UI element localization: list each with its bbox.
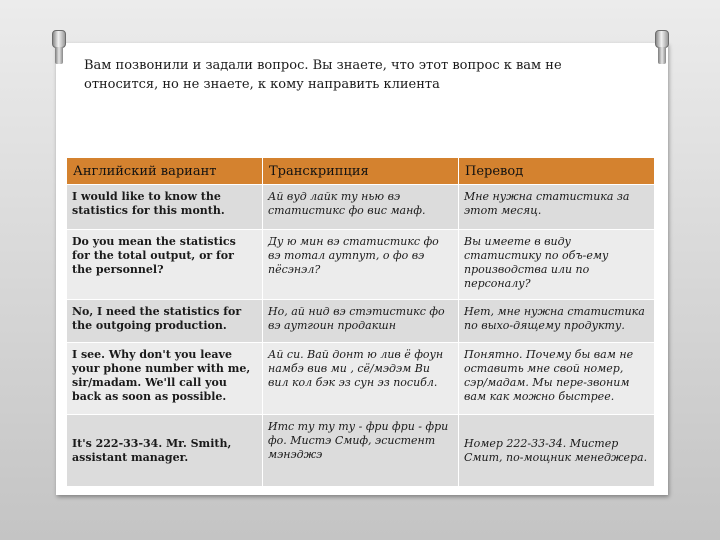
pushpin-right-icon — [655, 30, 669, 64]
table-row — [67, 230, 655, 300]
cell-transcription: Ду ю мин вэ статистикс фо вэ тотал аутпут, о фо вэ пёсэнэл? — [263, 230, 459, 300]
title-line-1: Вам позвонили и задали вопрос. Вы знаете, что этот вопрос к вам не — [84, 58, 562, 73]
table-header-row — [67, 158, 655, 185]
cell-english: It's 222-33-34. Mr. Smith, assistant manager. — [67, 415, 263, 487]
pushpin-left-icon — [52, 30, 66, 64]
cell-translation: Нет, мне нужна статистика по выхо-дящему продукту. — [459, 300, 655, 343]
cell-transcription: Ай си. Вай донт ю лив ё фоун намбэ вив ми , сё/мэдэм Ви вил кол бэк эз сун эз посибл. — [263, 343, 459, 415]
cell-translation: Вы имеете в виду статистику по объ-ему производства или по персоналу? — [459, 230, 655, 300]
page-title — [84, 56, 644, 94]
header-transcription: Транскрипция — [263, 158, 459, 185]
table-row — [67, 185, 655, 230]
cell-translation: Понятно. Почему бы вам не оставить мне свой номер, сэр/мадам. Мы пере-звоним вам как можно быстрее. — [459, 343, 655, 415]
cell-english: No, I need the statistics for the outgoing production. — [67, 300, 263, 343]
cell-translation: Мне нужна статистика за этот месяц. — [459, 185, 655, 230]
table-row — [67, 415, 655, 487]
header-english: Английский вариант — [67, 158, 263, 185]
table-row — [67, 343, 655, 415]
cell-english: Do you mean the statistics for the total output, or for the personnel? — [67, 230, 263, 300]
title-line-2: относится, но не знаете, к кому направить клиента — [84, 77, 440, 92]
cell-english: I see. Why don't you leave your phone number with me, sir/madam. We'll call you back as soon as possible. — [67, 343, 263, 415]
cell-translation: Номер 222-33-34. Мистер Смит, по-мощник менеджера. — [459, 415, 655, 487]
phrase-table — [66, 157, 655, 487]
table-row — [67, 300, 655, 343]
cell-transcription: Ай вуд лайк ту нью вэ статистикс фо вис манф. — [263, 185, 459, 230]
cell-transcription: Но, ай нид вэ стэтистикс фо вэ аутгоин продакшн — [263, 300, 459, 343]
cell-english: I would like to know the statistics for this month. — [67, 185, 263, 230]
cell-transcription: Итс ту ту ту - фри фри - фри фо. Мистэ Смиф, эсистент мэнэджэ — [263, 415, 459, 487]
header-translation: Перевод — [459, 158, 655, 185]
